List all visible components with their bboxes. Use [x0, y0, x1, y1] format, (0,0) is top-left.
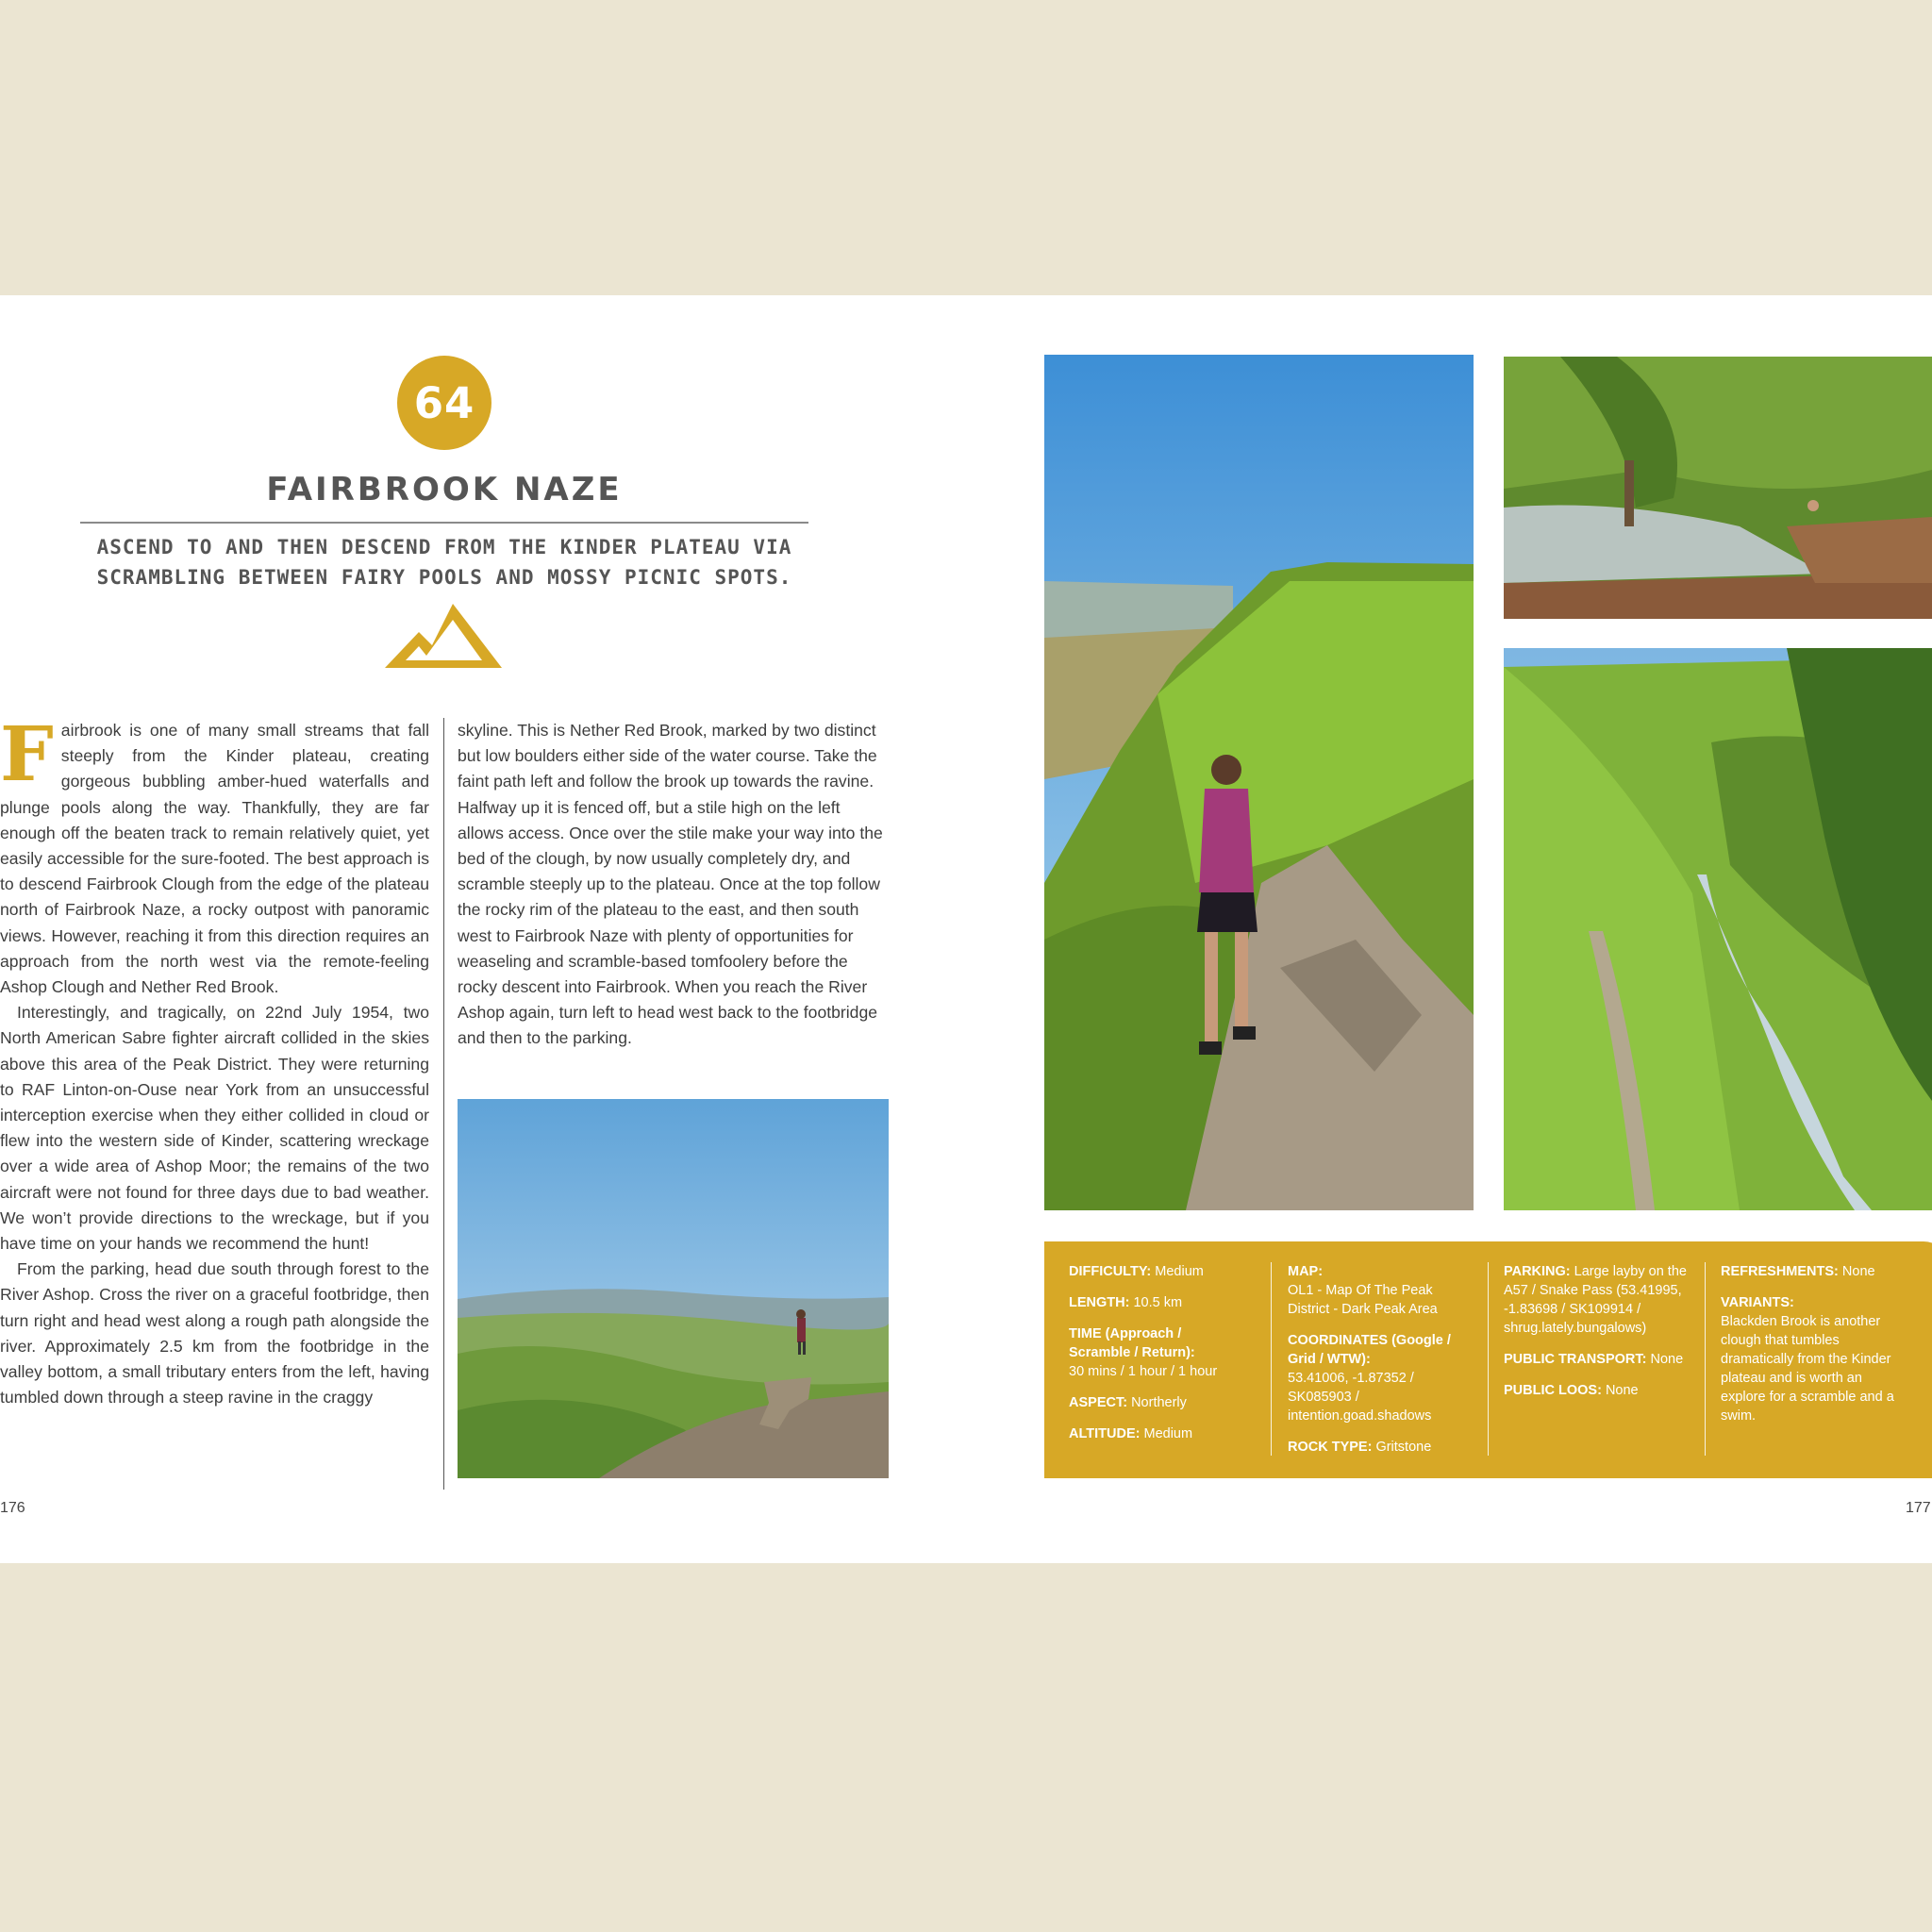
info-public-loos: PUBLIC LOOS: None: [1504, 1383, 1639, 1398]
info-column-2: [1288, 1262, 1473, 1469]
route-info-box: [1044, 1241, 1932, 1478]
route-subtitle: [80, 532, 808, 592]
info-column-4: [1721, 1262, 1907, 1438]
page-number-left: 176: [0, 1500, 25, 1516]
photo-fairy-pools: [1504, 357, 1932, 619]
info-coordinates: COORDINATES (Google / Grid / WTW): 53.41006, -1.87352 / SK085903 / intention.goad.shadows: [1288, 1333, 1451, 1424]
route-title: FAIRBROOK NAZE: [266, 471, 623, 508]
info-divider: [1271, 1262, 1272, 1456]
mountain-icon: [385, 604, 502, 668]
paragraph-history: Interestingly, and tragically, on 22nd July 1954, two North American Sabre fighter aircraft collided in the skies above this area of the Peak District. They were returning to RAF Linton-on-Ouse near York from an unsuccessful interception exercise when they either collided in cloud or flew into the western side of Kinder, scattering wreckage over a wide area of Ashop Moor; the remains of the two aircraft were not found for three days due to bad weather. We won’t provide directions to the wreckage, but if you have time on your hands we recommend the hunt!: [0, 1003, 429, 1254]
info-rock-type: ROCK TYPE: Gritstone: [1288, 1440, 1432, 1455]
route-number-badge: 64: [397, 356, 491, 450]
column-divider: [443, 718, 444, 1490]
info-column-3: [1504, 1262, 1690, 1412]
subtitle-line: ASCEND TO AND THEN DESCEND FROM THE KINDER PLATEAU VIA: [96, 536, 792, 558]
info-difficulty: DIFFICULTY: Medium: [1069, 1264, 1204, 1279]
title-divider: [80, 522, 808, 524]
book-spread: [0, 295, 1932, 1563]
info-refreshments: REFRESHMENTS: None: [1721, 1264, 1875, 1279]
drop-cap: F: [0, 709, 54, 798]
info-time: TIME (Approach / Scramble / Return): 30 mins / 1 hour / 1 hour: [1069, 1326, 1218, 1379]
page-number-right: 177: [1906, 1500, 1931, 1516]
paragraph-directions: From the parking, head due south through forest to the River Ashop. Cross the river on a graceful footbridge, then turn right and head west along a rough path alongside the river. Approximately 2.5 km from the footbridge in the valley bottom, a small tributary enters from the left, having tumbled down through a steep ravine in the craggy: [0, 1259, 429, 1407]
photo-brook-clough: [1504, 648, 1932, 1210]
subtitle-line: SCRAMBLING BETWEEN FAIRY POOLS AND MOSSY PICNIC SPOTS.: [96, 566, 792, 589]
info-length: LENGTH: 10.5 km: [1069, 1295, 1183, 1310]
paragraph-directions-cont: skyline. This is Nether Red Brook, marked by two distinct but low boulders either side of the water course. Take the faint path left and follow the brook up towards the ravine. Halfway up it is fenced off, but a stile high on the left allows access. Once over the stile make your way into the bed of the clough, by now usually completely dry, and scramble steeply up to the plateau. Once at the top follow the rocky rim of the plateau to the east, and then south west to Fairbrook Naze with plenty of opportunities for weaseling and scramble-based tomfoolery before the rocky descent into Fairbrook. When you reach the River Ashop again, turn left to head west back to the footbridge and then to the parking.: [458, 721, 883, 1048]
info-map: MAP: OL1 - Map Of The Peak District - Dark Peak Area: [1288, 1264, 1438, 1317]
info-parking: PARKING: Large layby on the A57 / Snake Pass (53.41995, -1.83698 / SK109914 / shrug.lately.bungalows): [1504, 1264, 1687, 1336]
photo-hiker-on-ridge: [1044, 355, 1474, 1210]
info-divider: [1488, 1262, 1489, 1456]
info-divider: [1705, 1262, 1706, 1456]
info-aspect: ASPECT: Northerly: [1069, 1395, 1187, 1410]
paragraph-intro: airbrook is one of many small streams that fall steeply from the Kinder plateau, creating gorgeous bubbling amber-hued waterfalls and plunge pools along the way. Thankfully, they are far enough off the beaten track to remain relatively quiet, yet easily accessible for the sure-footed. The best approach is to descend Fairbrook Clough from the edge of the plateau north of Fairbrook Naze, a rocky outpost with panoramic views. However, reaching it from this direction requires an approach from the north west via the remote-feeling Ashop Clough and Nether Red Brook.: [0, 721, 429, 997]
body-column-left: [0, 709, 429, 1410]
info-column-1: [1069, 1262, 1244, 1456]
photo-person-on-rock-outcrop: [458, 1099, 889, 1478]
info-variants: VARIANTS: Blackden Brook is another clough that tumbles dramatically from the Kinder plateau and is worth an explore for a scramble and a swim.: [1721, 1295, 1894, 1424]
body-column-right: [458, 718, 890, 1052]
info-altitude: ALTITUDE: Medium: [1069, 1426, 1193, 1441]
info-public-transport: PUBLIC TRANSPORT: None: [1504, 1352, 1684, 1367]
